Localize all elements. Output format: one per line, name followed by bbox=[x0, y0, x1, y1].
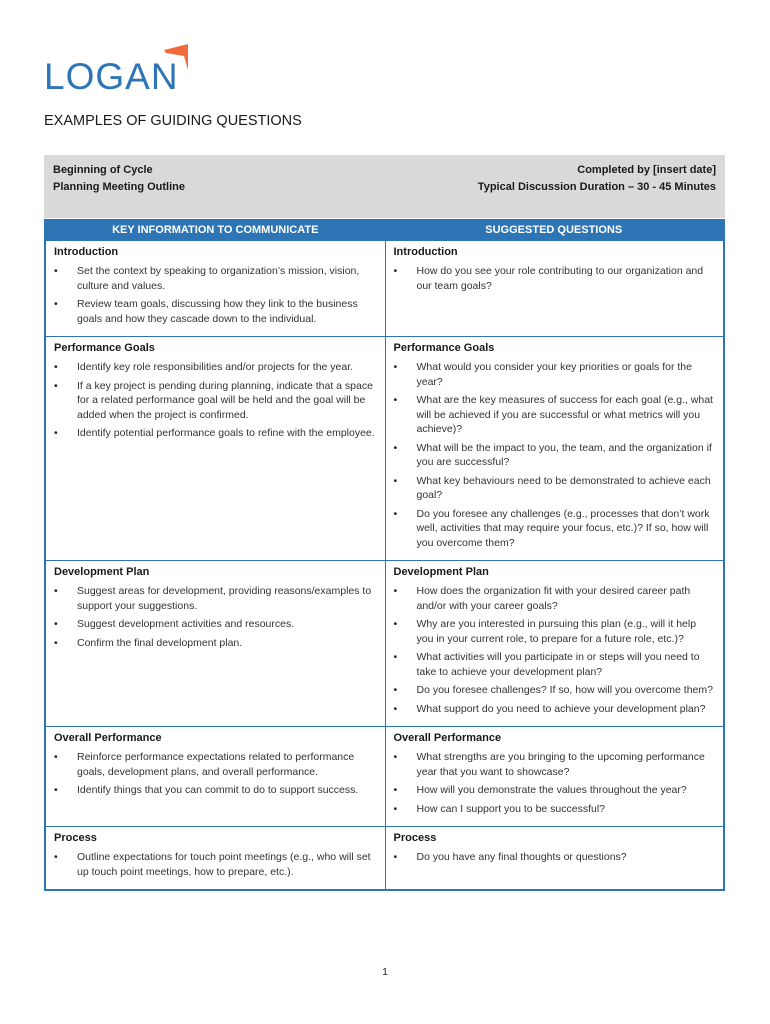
bullet-list bbox=[394, 360, 716, 550]
logo-wordmark: LOGAN bbox=[44, 56, 179, 97]
bullet-list bbox=[54, 850, 377, 879]
guiding-questions-table bbox=[44, 219, 725, 891]
list-item: • How does the organization fit with your desired career path and/or with your career goals? bbox=[394, 584, 716, 613]
list-item: • Review team goals, discussing how they link to the business goals and how they cascade down to the individual. bbox=[54, 297, 377, 326]
meta-right bbox=[478, 162, 716, 196]
table-row bbox=[46, 726, 723, 826]
list-item: • What strengths are you bringing to the upcoming performance year that you want to showcase? bbox=[394, 750, 716, 779]
list-item: • How do you see your role contributing to our organization and our team goals? bbox=[394, 264, 716, 293]
logan-logo bbox=[44, 44, 194, 100]
section-title: Introduction bbox=[393, 246, 458, 258]
list-item: • Do you foresee any challenges (e.g., processes that don’t work well, activities that may require your focus, etc.)? If so, how will you overcome them? bbox=[394, 507, 716, 551]
list-item: • Suggest areas for development, providing reasons/examples to support your suggestions. bbox=[54, 584, 377, 613]
bullet-list bbox=[394, 264, 716, 293]
table-body bbox=[46, 241, 723, 889]
section-title: Performance Goals bbox=[393, 342, 495, 354]
bullet-list bbox=[54, 264, 377, 326]
section-title: Process bbox=[393, 832, 437, 844]
bullet-list bbox=[394, 750, 716, 816]
list-item: • What key behaviours need to be demonstrated to achieve each goal? bbox=[394, 474, 716, 503]
section-title: Overall Performance bbox=[54, 732, 162, 744]
document-title: EXAMPLES OF GUIDING QUESTIONS bbox=[44, 113, 302, 129]
list-item: • What activities will you participate in or steps will you need to take to achieve your development plan? bbox=[394, 650, 716, 679]
list-item: • What will be the impact to you, the team, and the organization if you are successful? bbox=[394, 441, 716, 470]
bullet-list bbox=[54, 584, 377, 650]
list-item: • Identify things that you can commit to do to support success. bbox=[54, 783, 377, 798]
list-item: • Do you have any final thoughts or questions? bbox=[394, 850, 716, 865]
bullet-list bbox=[394, 850, 716, 865]
section-title: Development Plan bbox=[393, 566, 489, 578]
page-number: 1 bbox=[382, 967, 388, 978]
list-item: • How will you demonstrate the values throughout the year? bbox=[394, 783, 716, 798]
key-info-cell bbox=[46, 827, 385, 889]
header-suggested-questions: SUGGESTED QUESTIONS bbox=[485, 224, 623, 236]
completed-by-label: Completed by [insert date] bbox=[577, 164, 716, 176]
list-item: • What support do you need to achieve your development plan? bbox=[394, 702, 716, 717]
meta-left bbox=[53, 162, 185, 196]
list-item: • What are the key measures of success for each goal (e.g., what will be achieved if you are successful or what metrics will you achieve)? bbox=[394, 393, 716, 437]
section-title: Introduction bbox=[54, 246, 119, 258]
outline-label: Planning Meeting Outline bbox=[53, 181, 185, 193]
key-info-cell bbox=[46, 241, 385, 336]
list-item: • Why are you interested in pursuing this plan (e.g., will it help you in your current role, to prepare for a future role, etc.)? bbox=[394, 617, 716, 646]
meta-bar bbox=[44, 155, 725, 218]
key-info-cell bbox=[46, 727, 385, 826]
table-row bbox=[46, 560, 723, 726]
section-title: Development Plan bbox=[54, 566, 150, 578]
header-key-information: KEY INFORMATION TO COMMUNICATE bbox=[112, 224, 319, 236]
table-header bbox=[46, 219, 723, 241]
list-item: • Reinforce performance expectations related to performance goals, development plans, and overall performance. bbox=[54, 750, 377, 779]
duration-label: Typical Discussion Duration – 30 - 45 Minutes bbox=[477, 181, 716, 193]
table-row bbox=[46, 826, 723, 889]
list-item: • Set the context by speaking to organization’s mission, vision, culture and values. bbox=[54, 264, 377, 293]
key-info-cell bbox=[46, 337, 385, 560]
list-item: • Do you foresee challenges? If so, how will you overcome them? bbox=[394, 683, 716, 698]
list-item: • If a key project is pending during planning, indicate that a space for a related performance goal will be held and the goal will be added when the project is confirmed. bbox=[54, 379, 377, 423]
bullet-list bbox=[54, 750, 377, 798]
table-row bbox=[46, 241, 723, 336]
questions-cell bbox=[385, 241, 724, 336]
list-item: • Identify potential performance goals to refine with the employee. bbox=[54, 426, 377, 441]
cycle-label: Beginning of Cycle bbox=[53, 164, 153, 176]
list-item: • Confirm the final development plan. bbox=[54, 636, 377, 651]
questions-cell bbox=[385, 337, 724, 560]
list-item: • What would you consider your key priorities or goals for the year? bbox=[394, 360, 716, 389]
section-title: Overall Performance bbox=[393, 732, 502, 744]
questions-cell bbox=[385, 827, 724, 889]
bullet-list bbox=[394, 584, 716, 716]
key-info-cell bbox=[46, 561, 385, 726]
list-item: • How can I support you to be successful? bbox=[394, 802, 716, 817]
section-title: Process bbox=[54, 832, 97, 844]
questions-cell bbox=[385, 561, 724, 726]
list-item: • Identify key role responsibilities and/or projects for the year. bbox=[54, 360, 377, 375]
questions-cell bbox=[385, 727, 724, 826]
list-item: • Suggest development activities and resources. bbox=[54, 617, 377, 632]
bullet-list bbox=[54, 360, 377, 441]
section-title: Performance Goals bbox=[54, 342, 155, 354]
table-row bbox=[46, 336, 723, 560]
list-item: • Outline expectations for touch point meetings (e.g., who will set up touch point meetings, how to prepare, etc.). bbox=[54, 850, 377, 879]
